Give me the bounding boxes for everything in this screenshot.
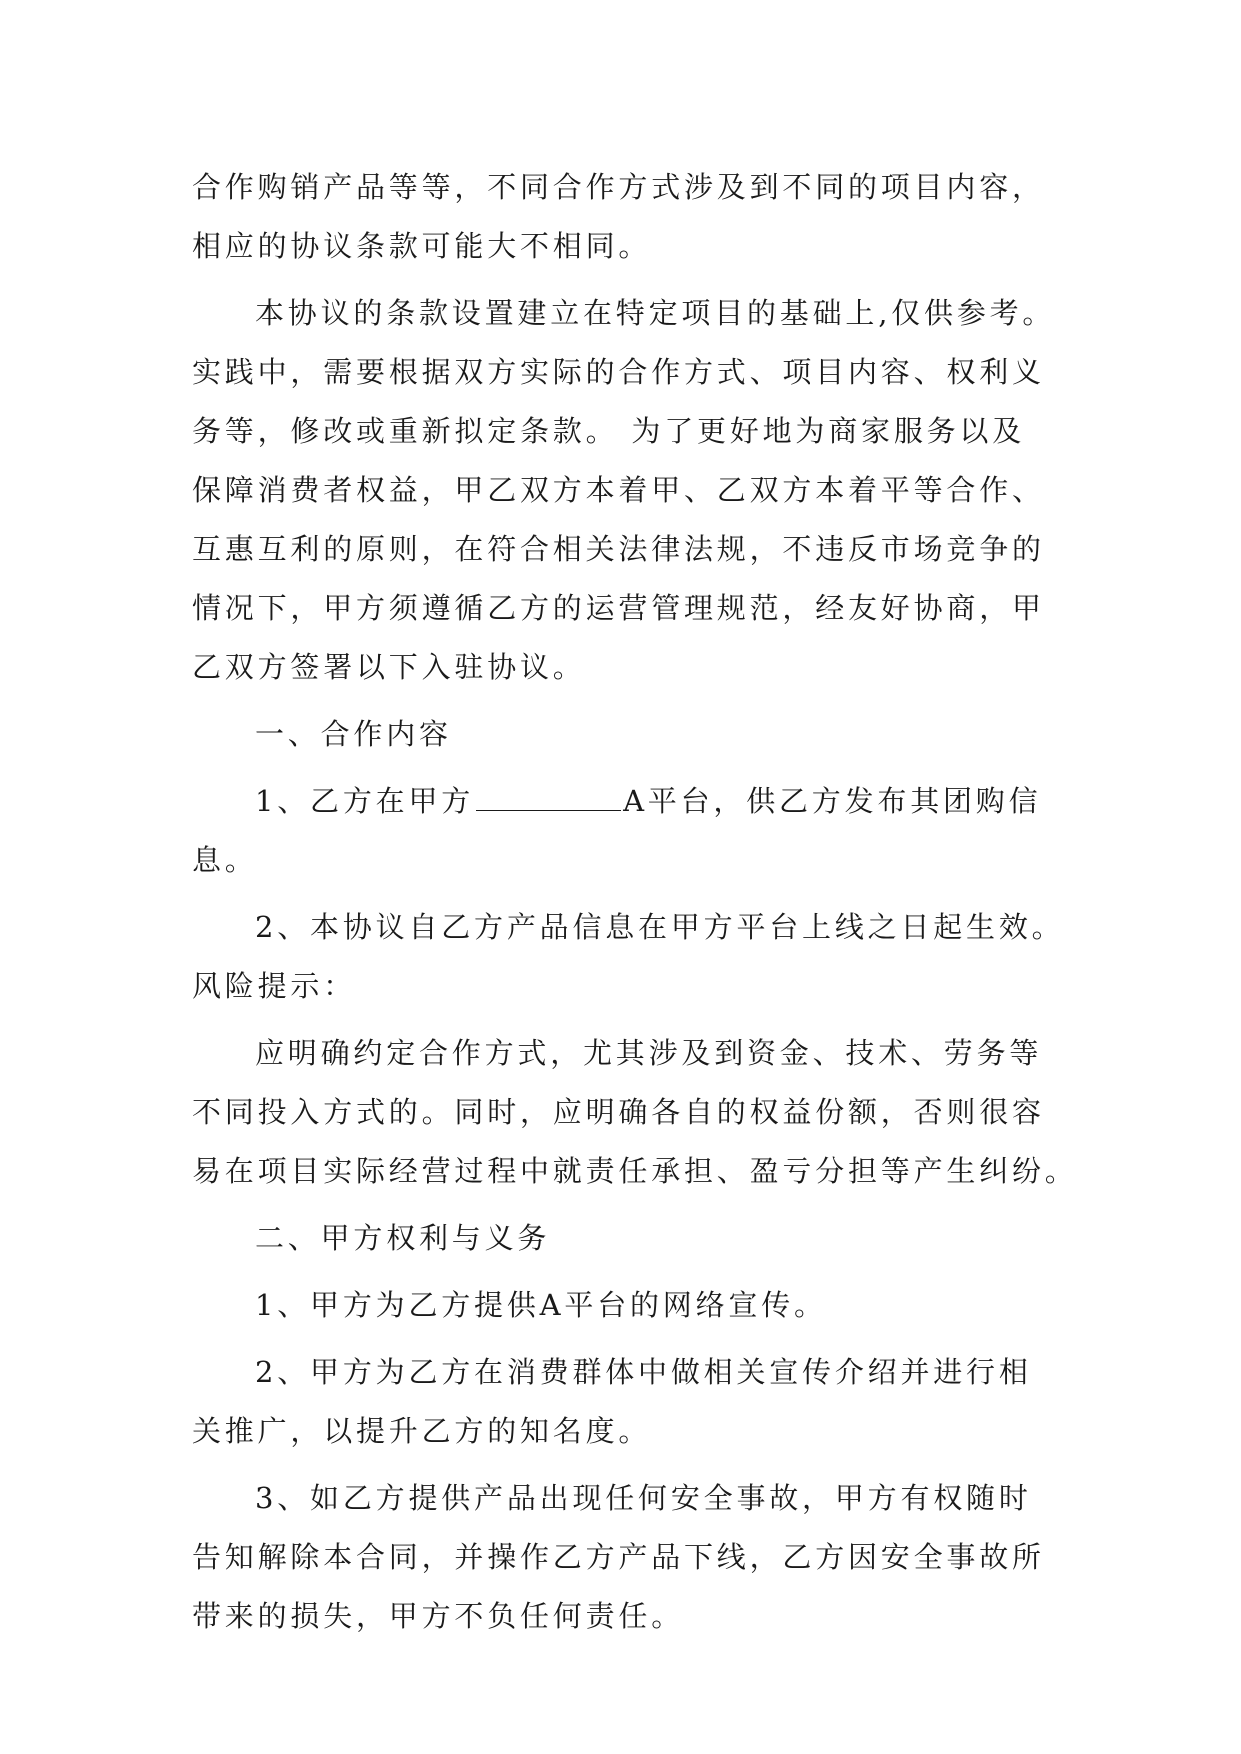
clause-line: 息。 xyxy=(192,843,258,877)
risk-notice-label: 风险提示： xyxy=(192,969,357,1003)
clause-line: 2、本协议自乙方产品信息在甲方平台上线之日起生效。 xyxy=(255,910,1065,944)
paragraph-line: 易在项目实际经营过程中就责任承担、盈亏分担等产生纠纷。 xyxy=(192,1154,1078,1188)
clause-line: 3、如乙方提供产品出现任何安全事故，甲方有权随时 xyxy=(255,1481,1032,1515)
clause-line: 带来的损失，甲方不负任何责任。 xyxy=(192,1599,685,1633)
paragraph-line: 合作购销产品等等，不同合作方式涉及到不同的项目内容， xyxy=(192,170,1045,204)
section-heading: 一、合作内容 xyxy=(255,717,452,751)
paragraph-line: 本协议的条款设置建立在特定项目的基础上,仅供参考。 xyxy=(255,296,1056,330)
clause-line xyxy=(192,772,1102,831)
paragraph-line: 不同投入方式的。同时，应明确各自的权益份额，否则很容 xyxy=(192,1095,1045,1129)
fill-in-blank xyxy=(476,778,621,811)
paragraph-line: 乙双方签署以下入驻协议。 xyxy=(192,650,586,684)
clause-text-after-blank: A平台，供乙方发布其团购信 xyxy=(623,784,1042,818)
paragraph-line: 相应的协议条款可能大不相同。 xyxy=(192,229,652,263)
clause-line: 1、甲方为乙方提供A平台的网络宣传。 xyxy=(255,1288,827,1322)
clause-line: 2、甲方为乙方在消费群体中做相关宣传介绍并进行相 xyxy=(255,1355,1032,1389)
paragraph-line: 应明确约定合作方式，尤其涉及到资金、技术、劳务等 xyxy=(255,1036,1043,1070)
paragraph-line: 互惠互利的原则，在符合相关法律法规，不违反市场竞争的 xyxy=(192,532,1045,566)
clause-text-before-blank: 1、乙方在甲方 xyxy=(255,784,475,818)
clause-line: 告知解除本合同，并操作乙方产品下线，乙方因安全事故所 xyxy=(192,1540,1045,1574)
paragraph-line: 情况下，甲方须遵循乙方的运营管理规范，经友好协商，甲 xyxy=(192,591,1045,625)
paragraph-line: 务等，修改或重新拟定条款。 为了更好地为商家服务以及 xyxy=(192,414,1026,448)
section-heading: 二、甲方权利与义务 xyxy=(255,1221,551,1255)
clause-line: 关推广，以提升乙方的知名度。 xyxy=(192,1414,652,1448)
paragraph-line: 实践中，需要根据双方实际的合作方式、项目内容、权利义 xyxy=(192,355,1045,389)
paragraph-line: 保障消费者权益，甲乙双方本着甲、乙双方本着平等合作、 xyxy=(192,473,1045,507)
document-body xyxy=(192,158,1102,1646)
